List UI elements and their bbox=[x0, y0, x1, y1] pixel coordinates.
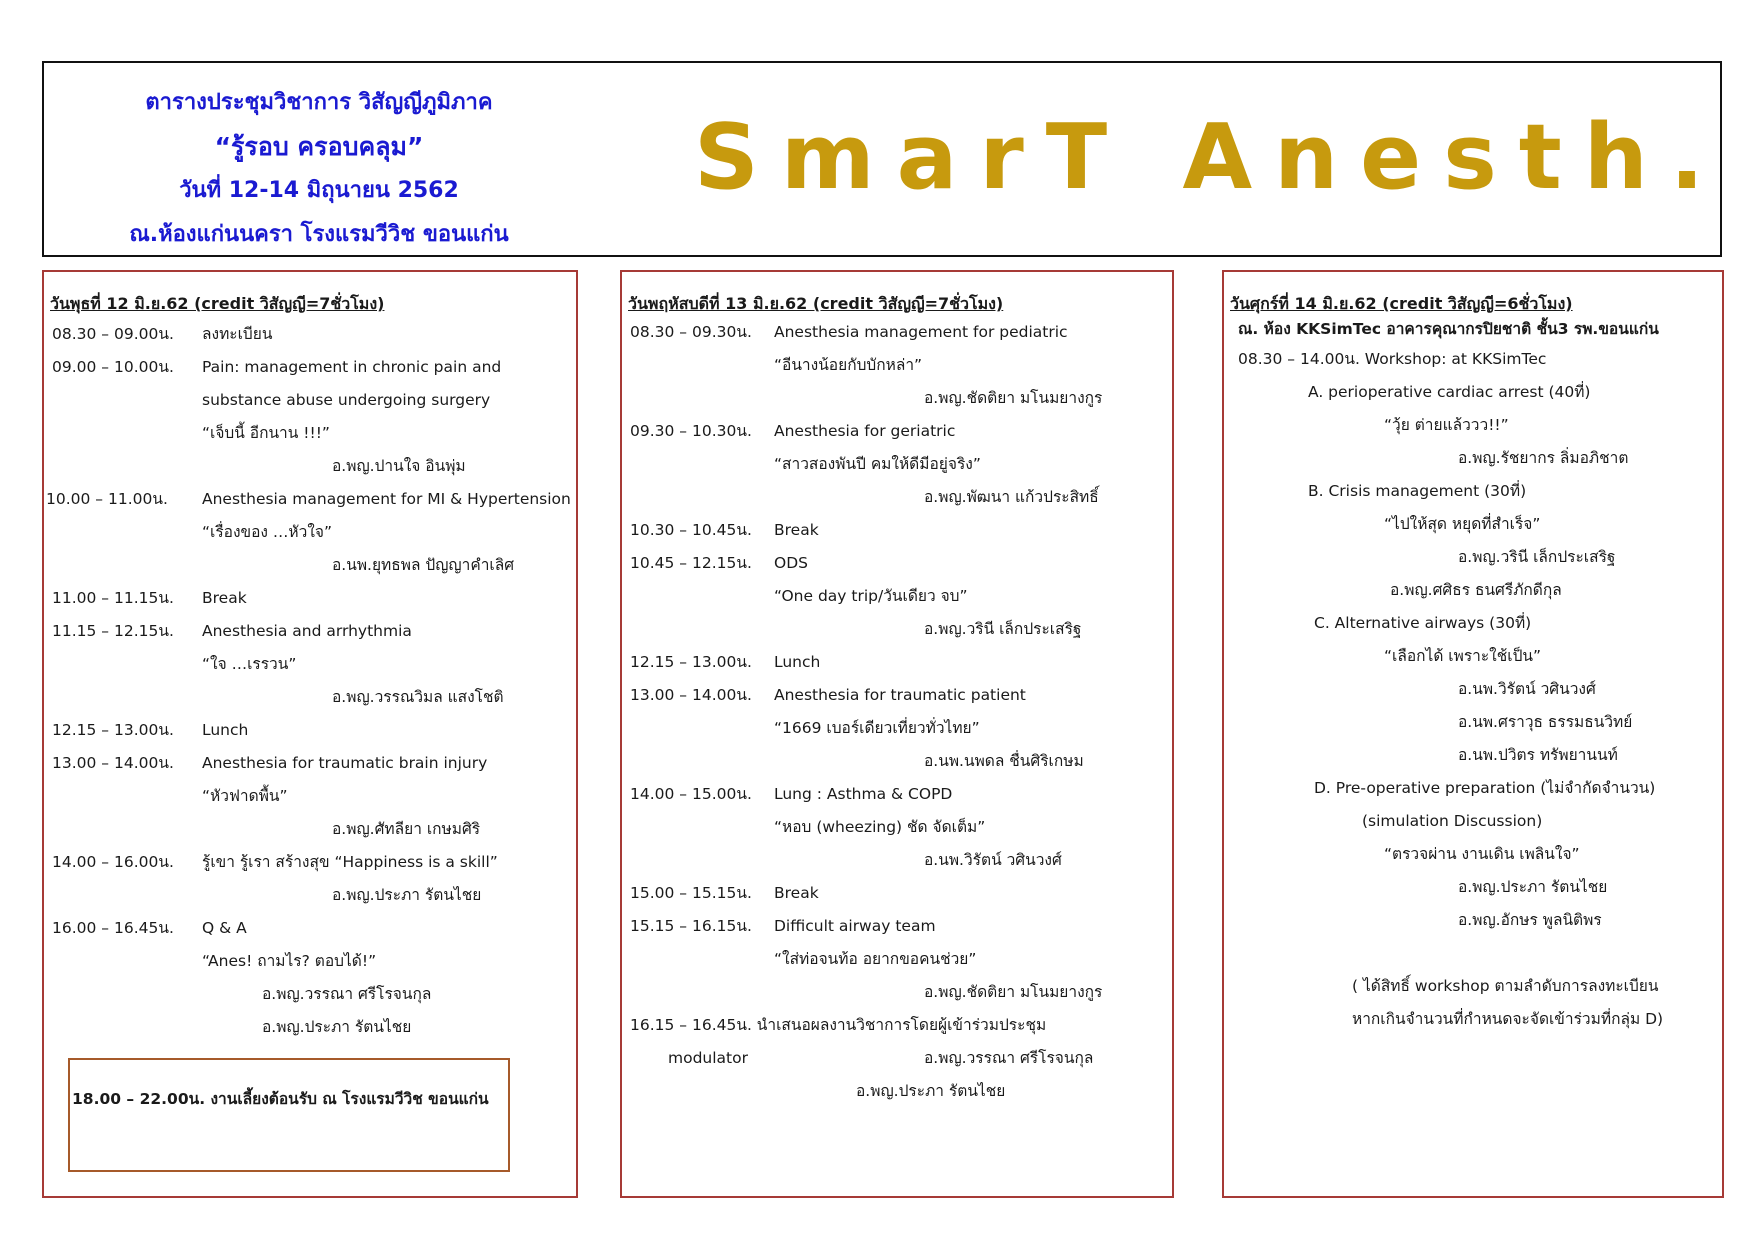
day1-speaker: อ.พญ.ประภา รัตนไชย bbox=[262, 1018, 412, 1036]
day1-time: 14.00 – 16.00น. bbox=[52, 853, 174, 871]
day1-time: 16.00 – 16.45น. bbox=[52, 919, 174, 937]
brand-title: SmarT Anesth. bbox=[694, 105, 1727, 210]
day1-topic: Anesthesia for traumatic brain injury bbox=[202, 754, 488, 772]
day1-topic: รู้เขา รู้เรา สร้างสุข “Happiness is a skill” bbox=[202, 853, 498, 871]
day2-time: 09.30 – 10.30น. bbox=[630, 422, 752, 440]
day3-speaker: อ.พญ.รัชยากร ลิ่มอภิชาต bbox=[1458, 449, 1629, 467]
conference-info bbox=[44, 81, 594, 257]
day3-speaker: อ.นพ.ปวิตร ทรัพยานนท์ bbox=[1458, 746, 1618, 764]
day1-topic: Lunch bbox=[202, 721, 249, 739]
day2-speaker: อ.พญ.ชัดติยา มโนมยางกูร bbox=[924, 983, 1103, 1001]
dinner-box bbox=[68, 1058, 510, 1172]
day2-quote: “One day trip/วันเดียว จบ” bbox=[774, 587, 968, 605]
day2-topic: Lunch bbox=[774, 653, 821, 671]
day2-speaker: อ.พญ.วรรณา ศรีโรจนกุล bbox=[924, 1049, 1094, 1067]
day1-quote: “Anes! ถามไร? ตอบได้!” bbox=[202, 952, 377, 970]
day1-time: 08.30 – 09.00น. bbox=[52, 325, 174, 343]
day1-speaker: อ.พญ.ปานใจ อินพุ่ม bbox=[332, 457, 466, 475]
day3-title: วันศุกร์ที่ 14 มิ.ย.62 (credit วิสัญญี=6ชั่วโมง) bbox=[1230, 294, 1573, 313]
day1-quote: “ใจ …เรรวน” bbox=[202, 655, 297, 673]
conference-date: วันที่ 12-14 มิถุนายน 2562 bbox=[179, 178, 459, 203]
day1-topic: ลงทะเบียน bbox=[202, 325, 273, 343]
day1-title: วันพุธที่ 12 มิ.ย.62 (credit วิสัญญี=7ชั่วโมง) bbox=[50, 294, 385, 313]
day2-quote: “1669 เบอร์เดียวเที่ยวทั่วไทย” bbox=[774, 719, 980, 737]
day2-time: 13.00 – 14.00น. bbox=[630, 686, 752, 704]
day3-station: B. Crisis management (30ที่) bbox=[1308, 482, 1527, 500]
day2-quote: “หอบ (wheezing) ชัด จัดเต็ม” bbox=[774, 818, 986, 836]
day1-speaker: อ.พญ.วรรณวิมล แสงโชติ bbox=[332, 688, 504, 706]
day2-topic: Lung : Asthma & COPD bbox=[774, 785, 953, 803]
day2-speaker: อ.พญ.วรินี เล็กประเสริฐ bbox=[924, 620, 1082, 638]
day2-speaker: อ.พญ.ชัดติยา มโนมยางกูร bbox=[924, 389, 1103, 407]
day1-speaker: อ.นพ.ยุทธพล ปัญญาคำเลิศ bbox=[332, 556, 515, 574]
day3-footnote: หากเกินจำนวนที่กำหนดจะจัดเข้าร่วมที่กลุ่ม D) bbox=[1352, 1010, 1664, 1028]
day2-time: 15.15 – 16.15น. bbox=[630, 917, 752, 935]
day2-title: วันพฤหัสบดีที่ 13 มิ.ย.62 (credit วิสัญญี=7ชั่วโมง) bbox=[628, 294, 1004, 313]
day3-speaker: อ.พญ.อักษร พูลนิติพร bbox=[1458, 911, 1602, 929]
day1-time: 13.00 – 14.00น. bbox=[52, 754, 174, 772]
day2-quote: “อีนางน้อยกับบักหล่า” bbox=[774, 356, 923, 374]
day2-topic: Break bbox=[774, 884, 819, 902]
day2-topic: Anesthesia management for pediatric bbox=[774, 323, 1068, 341]
day2-topic: Difficult airway team bbox=[774, 917, 936, 935]
day3-quote: “ตรวจผ่าน งานเดิน เพลินใจ” bbox=[1384, 845, 1580, 863]
conference-title: ตารางประชุมวิชาการ วิสัญญีภูมิภาค bbox=[145, 90, 493, 115]
day1-topic: substance abuse undergoing surgery bbox=[202, 391, 491, 409]
day1-time: 11.00 – 11.15น. bbox=[52, 589, 174, 607]
day2-time: 14.00 – 15.00น. bbox=[630, 785, 752, 803]
day3-station: A. perioperative cardiac arrest (40ที่) bbox=[1308, 383, 1591, 401]
day2-role: modulator bbox=[668, 1049, 748, 1067]
day1-time: 09.00 – 10.00น. bbox=[52, 358, 174, 376]
day2-time: 12.15 – 13.00น. bbox=[630, 653, 752, 671]
day3-note: (simulation Discussion) bbox=[1362, 812, 1543, 830]
day1-speaker: อ.พญ.วรรณา ศรีโรจนกุล bbox=[262, 985, 432, 1003]
day2-quote: “สาวสองพันปี คมให้ดีมีอยู่จริง” bbox=[774, 455, 981, 473]
day1-quote: “เรื่องของ …หัวใจ” bbox=[202, 523, 333, 541]
day3-speaker: อ.พญ.ศศิธร ธนศรีภักดีกุล bbox=[1390, 581, 1562, 599]
day3-speaker: อ.นพ.วิรัตน์ วศินวงศ์ bbox=[1458, 680, 1596, 698]
conference-venue: ณ.ห้องแก่นนครา โรงแรมวีวิช ขอนแก่น bbox=[129, 222, 509, 247]
day3-speaker: อ.พญ.วรินี เล็กประเสริฐ bbox=[1458, 548, 1616, 566]
header-box bbox=[42, 61, 1727, 257]
day2-speaker: อ.นพ.นพดล ชื่นศิริเกษม bbox=[924, 752, 1084, 770]
day3-station: C. Alternative airways (30ที่) bbox=[1314, 614, 1532, 632]
day1-topic: Q & A bbox=[202, 919, 247, 937]
day3-footnote: ( ได้สิทธิ์ workshop ตามลำดับการลงทะเบียน bbox=[1352, 977, 1659, 995]
day3-quote: “ไปให้สุด หยุดที่สำเร็จ” bbox=[1384, 515, 1541, 533]
day2-time: 15.00 – 15.15น. bbox=[630, 884, 752, 902]
day1-time: 12.15 – 13.00น. bbox=[52, 721, 174, 739]
welcome-dinner: 18.00 – 22.00น. งานเลี้ยงต้อนรับ ณ โรงแรมวีวิช ขอนแก่น bbox=[72, 1090, 489, 1108]
day2-topic: ODS bbox=[774, 554, 808, 572]
day2-topic: Anesthesia for traumatic patient bbox=[774, 686, 1026, 704]
day2-time-topic: 16.15 – 16.45น. นำเสนอผลงานวิชาการโดยผู้เข้าร่วมประชุม bbox=[630, 1016, 1047, 1034]
day1-topic: Anesthesia and arrhythmia bbox=[202, 622, 412, 640]
day2-time: 10.45 – 12.15น. bbox=[630, 554, 752, 572]
day2-quote: “ใส่ท่อจนท้อ อยากขอคนช่วย” bbox=[774, 950, 977, 968]
day2-speaker: อ.พญ.ประภา รัตนไชย bbox=[856, 1082, 1006, 1100]
day3-speaker: อ.พญ.ประภา รัตนไชย bbox=[1458, 878, 1608, 896]
day3-venue: ณ. ห้อง KKSimTec อาคารคุณากรปิยชาติ ชั้น3 รพ.ขอนแก่น bbox=[1238, 320, 1659, 338]
day2-time: 08.30 – 09.30น. bbox=[630, 323, 752, 341]
day3-quote: “วุ้ย ต่ายแล้ววว!!” bbox=[1384, 416, 1509, 434]
day2-time: 10.30 – 10.45น. bbox=[630, 521, 752, 539]
day1-time: 11.15 – 12.15น. bbox=[52, 622, 174, 640]
day2-schedule bbox=[620, 270, 1174, 1198]
day1-schedule bbox=[42, 270, 578, 1198]
day1-time: 10.00 – 11.00น. bbox=[46, 490, 168, 508]
day1-topic: Break bbox=[202, 589, 247, 607]
day3-station: D. Pre-operative preparation (ไม่จำกัดจำนวน) bbox=[1314, 779, 1656, 797]
day1-topic: Pain: management in chronic pain and bbox=[202, 358, 502, 376]
day1-quote: “เจ็บนี้ อีกนาน !!!” bbox=[202, 424, 330, 442]
day1-quote: “หัวฟาดพื้น” bbox=[202, 787, 288, 805]
day2-topic: Anesthesia for geriatric bbox=[774, 422, 956, 440]
day3-workshop: 08.30 – 14.00น. Workshop: at KKSimTec bbox=[1238, 350, 1547, 368]
day2-speaker: อ.พญ.พัฒนา แก้วประสิทธิ์ bbox=[924, 488, 1099, 506]
day1-topic: Anesthesia management for MI & Hypertension bbox=[202, 490, 571, 508]
day1-speaker: อ.พญ.ศัทลียา เกษมศิริ bbox=[332, 820, 481, 838]
day3-quote: “เลือกได้ เพราะใช้เป็น” bbox=[1384, 647, 1542, 665]
conference-theme: “รู้รอบ ครอบคลุม” bbox=[214, 132, 424, 161]
day3-speaker: อ.นพ.ศราวุธ ธรรมธนวิทย์ bbox=[1458, 713, 1633, 731]
day2-speaker: อ.นพ.วิรัตน์ วศินวงศ์ bbox=[924, 851, 1062, 869]
day2-topic: Break bbox=[774, 521, 819, 539]
day1-speaker: อ.พญ.ประภา รัตนไชย bbox=[332, 886, 482, 904]
day3-schedule bbox=[1222, 270, 1724, 1198]
